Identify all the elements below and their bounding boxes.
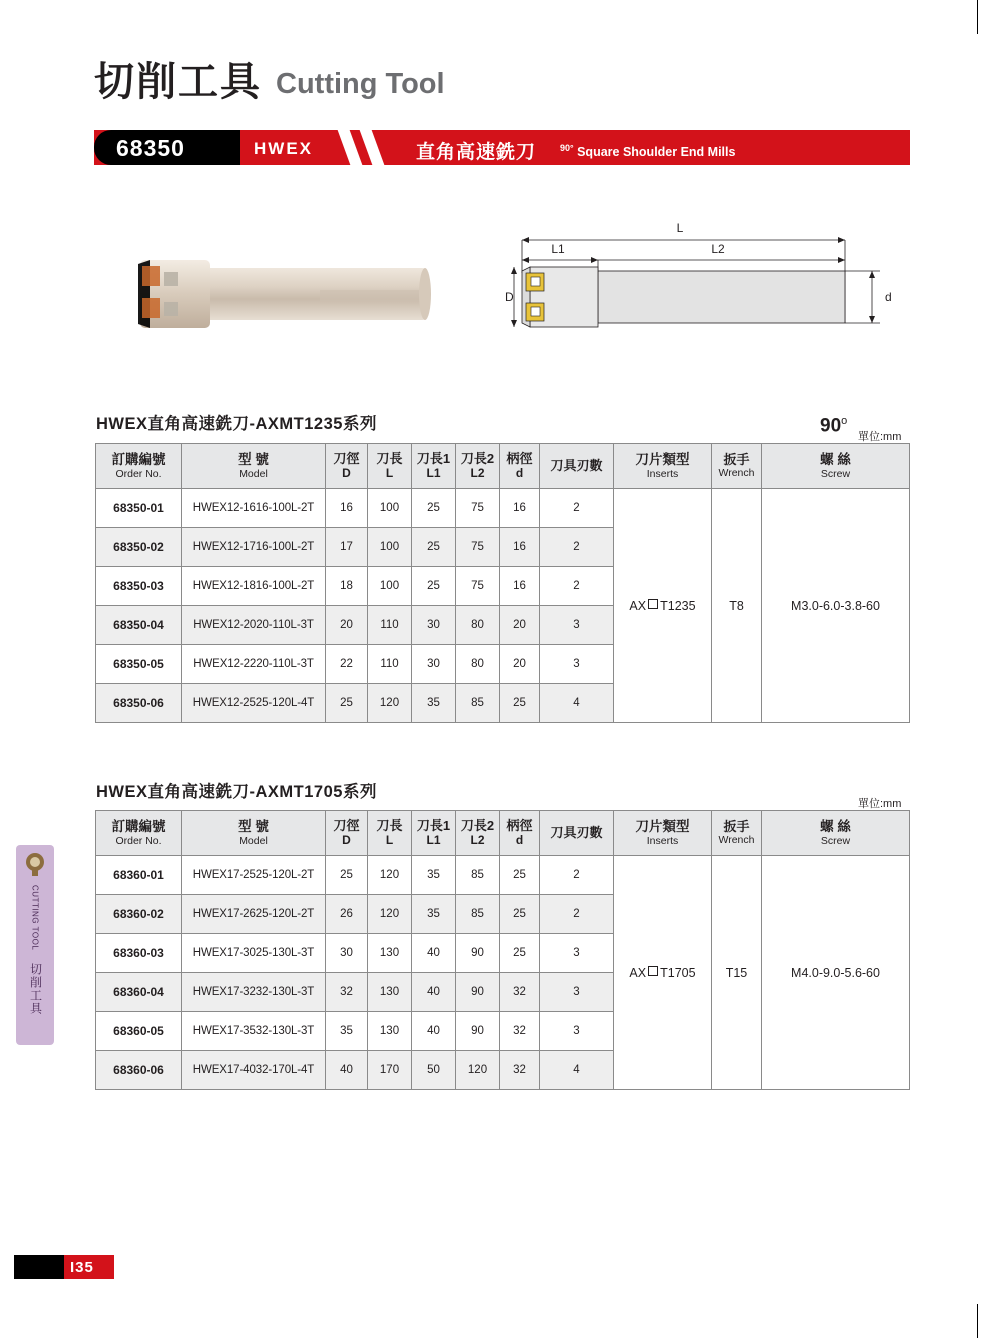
cell-L: 120 xyxy=(368,856,412,895)
cell-order-no: 68350-04 xyxy=(96,606,182,645)
spec-table-2 xyxy=(95,810,910,1090)
cell-teeth: 2 xyxy=(540,528,614,567)
cutting-tool-icon xyxy=(22,851,48,877)
cell-D: 26 xyxy=(326,895,368,934)
cell-D: 18 xyxy=(326,567,368,606)
cell-L2: 80 xyxy=(456,606,500,645)
cell-L2: 90 xyxy=(456,973,500,1012)
section-2-title: HWEX直角高速銑刀-AXMT1705系列 xyxy=(96,783,377,801)
cell-model: HWEX17-2625-120L-2T xyxy=(182,895,326,934)
cell-teeth: 3 xyxy=(540,645,614,684)
cell-D: 32 xyxy=(326,973,368,1012)
cell-L1: 40 xyxy=(412,934,456,973)
cell-L2: 85 xyxy=(456,684,500,723)
cell-order-no: 68360-02 xyxy=(96,895,182,934)
cell-teeth: 3 xyxy=(540,934,614,973)
cell-D: 22 xyxy=(326,645,368,684)
section-1-angle: 90$^o$ xyxy=(820,415,848,437)
cell-order-no: 68360-06 xyxy=(96,1051,182,1090)
page-number: I35 xyxy=(70,1259,94,1276)
banner-product-cn: 直角高速銑刀 xyxy=(416,142,537,163)
section-banner xyxy=(94,130,910,165)
cell-L2: 80 xyxy=(456,645,500,684)
table-header-row xyxy=(96,811,910,856)
cell-L1: 35 xyxy=(412,684,456,723)
cell-model: HWEX12-1816-100L-2T xyxy=(182,567,326,606)
side-tab-label-en: CUTTING TOOL xyxy=(30,885,40,951)
cell-d: 32 xyxy=(500,1051,540,1090)
cell-d: 20 xyxy=(500,606,540,645)
cell-D: 16 xyxy=(326,489,368,528)
cell-L2: 85 xyxy=(456,895,500,934)
cell-L1: 25 xyxy=(412,489,456,528)
cell-model: HWEX17-2525-120L-2T xyxy=(182,856,326,895)
banner-series: HWEX xyxy=(254,139,313,158)
cell-model: HWEX17-3232-130L-3T xyxy=(182,973,326,1012)
cell-L2: 75 xyxy=(456,567,500,606)
col-wrench: 扳手 Wrench xyxy=(712,811,762,856)
col-model: 型 號 Model xyxy=(182,444,326,489)
cell-L1: 35 xyxy=(412,895,456,934)
cell-L1: 25 xyxy=(412,567,456,606)
cell-L1: 35 xyxy=(412,856,456,895)
product-photo xyxy=(120,250,440,340)
cell-d: 32 xyxy=(500,973,540,1012)
side-tab-cutting-tool xyxy=(16,845,54,1045)
dim-label-L1: L1 xyxy=(551,242,565,256)
cell-screw: M4.0-9.0-5.6-60 xyxy=(762,856,910,1090)
cell-model: HWEX12-1616-100L-2T xyxy=(182,489,326,528)
cell-inserts: AX T1705 xyxy=(614,856,712,1090)
cell-L: 110 xyxy=(368,606,412,645)
cell-L: 110 xyxy=(368,645,412,684)
cell-L2: 75 xyxy=(456,528,500,567)
cell-order-no: 68350-05 xyxy=(96,645,182,684)
col-L: 刀長 L xyxy=(368,811,412,856)
table-row xyxy=(96,856,910,895)
page-title xyxy=(94,62,445,102)
cell-teeth: 2 xyxy=(540,567,614,606)
col-L2: 刀長2 L2 xyxy=(456,811,500,856)
col-L1: 刀長1 L1 xyxy=(412,444,456,489)
cell-teeth: 3 xyxy=(540,973,614,1012)
section-1-title: HWEX直角高速銑刀-AXMT1235系列 xyxy=(96,415,377,433)
col-d: 柄徑 d xyxy=(500,444,540,489)
cell-d: 25 xyxy=(500,684,540,723)
col-D: 刀徑 D xyxy=(326,811,368,856)
cell-L1: 30 xyxy=(412,645,456,684)
cell-inserts: AX T1235 xyxy=(614,489,712,723)
cell-model: HWEX17-4032-170L-4T xyxy=(182,1051,326,1090)
cell-L2: 85 xyxy=(456,856,500,895)
cell-d: 32 xyxy=(500,1012,540,1051)
cell-L: 120 xyxy=(368,895,412,934)
dim-label-d: d xyxy=(885,290,892,304)
col-order-no: 訂購編號 Order No. xyxy=(96,444,182,489)
cell-order-no: 68360-04 xyxy=(96,973,182,1012)
square-symbol-icon xyxy=(648,966,658,976)
banner-product-en xyxy=(560,143,735,159)
cell-model: HWEX12-2020-110L-3T xyxy=(182,606,326,645)
col-inserts: 刀片類型 Inserts xyxy=(614,444,712,489)
cell-teeth: 3 xyxy=(540,1012,614,1051)
cell-L1: 40 xyxy=(412,1012,456,1051)
cell-wrench: T8 xyxy=(712,489,762,723)
cell-d: 25 xyxy=(500,934,540,973)
cell-D: 17 xyxy=(326,528,368,567)
banner-product-en-text: Square Shoulder End Mills xyxy=(573,145,736,160)
col-screw: 螺 絲 Screw xyxy=(762,811,910,856)
square-symbol-icon xyxy=(648,599,658,609)
page-title-en: Cutting Tool xyxy=(276,68,445,100)
technical-drawing xyxy=(500,205,900,350)
cell-model: HWEX12-1716-100L-2T xyxy=(182,528,326,567)
cell-teeth: 2 xyxy=(540,489,614,528)
footer-black-block xyxy=(14,1255,64,1279)
dim-label-L: L xyxy=(676,221,684,235)
cell-L: 100 xyxy=(368,489,412,528)
section-2-unit: 單位:mm xyxy=(858,798,902,810)
cell-order-no: 68360-01 xyxy=(96,856,182,895)
col-D: 刀徑 D xyxy=(326,444,368,489)
cell-D: 40 xyxy=(326,1051,368,1090)
cell-D: 25 xyxy=(326,856,368,895)
cell-teeth: 2 xyxy=(540,856,614,895)
spec-table-1 xyxy=(95,443,910,723)
col-order-no: 訂購編號 Order No. xyxy=(96,811,182,856)
crop-mark-bottom-right xyxy=(977,1304,978,1338)
dim-label-D: D xyxy=(505,290,514,304)
cell-model: HWEX12-2220-110L-3T xyxy=(182,645,326,684)
cell-L: 120 xyxy=(368,684,412,723)
cell-order-no: 68350-03 xyxy=(96,567,182,606)
section-1-unit: 單位:mm xyxy=(858,431,902,443)
col-screw: 螺 絲 Screw xyxy=(762,444,910,489)
cell-order-no: 68350-06 xyxy=(96,684,182,723)
cell-teeth: 2 xyxy=(540,895,614,934)
cell-d: 16 xyxy=(500,567,540,606)
cell-model: HWEX12-2525-120L-4T xyxy=(182,684,326,723)
dim-label-L2: L2 xyxy=(711,242,725,256)
cell-L: 170 xyxy=(368,1051,412,1090)
cell-L2: 90 xyxy=(456,1012,500,1051)
col-teeth: 刀具刃數 xyxy=(540,811,614,856)
cell-teeth: 3 xyxy=(540,606,614,645)
col-wrench: 扳手 Wrench xyxy=(712,444,762,489)
cell-L1: 40 xyxy=(412,973,456,1012)
page-title-cn: 切削工具 xyxy=(94,60,262,104)
col-L: 刀長 L xyxy=(368,444,412,489)
cell-teeth: 4 xyxy=(540,684,614,723)
cell-D: 35 xyxy=(326,1012,368,1051)
cell-D: 25 xyxy=(326,684,368,723)
cell-model: HWEX17-3025-130L-3T xyxy=(182,934,326,973)
cell-d: 25 xyxy=(500,856,540,895)
chevron-separator-icon xyxy=(344,130,404,165)
col-d: 柄徑 d xyxy=(500,811,540,856)
col-L1: 刀長1 L1 xyxy=(412,811,456,856)
cell-order-no: 68350-02 xyxy=(96,528,182,567)
cell-L: 100 xyxy=(368,567,412,606)
cell-D: 20 xyxy=(326,606,368,645)
cell-L: 130 xyxy=(368,1012,412,1051)
cell-d: 16 xyxy=(500,489,540,528)
cell-L1: 30 xyxy=(412,606,456,645)
cell-d: 16 xyxy=(500,528,540,567)
side-tab-label-cn: 切削工具 xyxy=(28,963,43,1015)
table-header-row xyxy=(96,444,910,489)
col-model: 型 號 Model xyxy=(182,811,326,856)
crop-mark-top-right xyxy=(977,0,978,34)
cell-L: 100 xyxy=(368,528,412,567)
cell-d: 25 xyxy=(500,895,540,934)
cell-L1: 50 xyxy=(412,1051,456,1090)
cell-order-no: 68350-01 xyxy=(96,489,182,528)
cell-teeth: 4 xyxy=(540,1051,614,1090)
cell-L: 130 xyxy=(368,973,412,1012)
cell-L: 130 xyxy=(368,934,412,973)
col-L2: 刀長2 L2 xyxy=(456,444,500,489)
cell-d: 20 xyxy=(500,645,540,684)
cell-order-no: 68360-05 xyxy=(96,1012,182,1051)
cell-D: 30 xyxy=(326,934,368,973)
cell-screw: M3.0-6.0-3.8-60 xyxy=(762,489,910,723)
cell-L2: 120 xyxy=(456,1051,500,1090)
cell-model: HWEX17-3532-130L-3T xyxy=(182,1012,326,1051)
col-teeth: 刀具刃數 xyxy=(540,444,614,489)
cell-L1: 25 xyxy=(412,528,456,567)
col-inserts: 刀片類型 Inserts xyxy=(614,811,712,856)
cell-wrench: T15 xyxy=(712,856,762,1090)
banner-angle-sup: 90° xyxy=(560,143,574,153)
banner-code: 68350 xyxy=(116,135,185,161)
cell-L2: 75 xyxy=(456,489,500,528)
cell-order-no: 68360-03 xyxy=(96,934,182,973)
cell-L2: 90 xyxy=(456,934,500,973)
table-row xyxy=(96,489,910,528)
